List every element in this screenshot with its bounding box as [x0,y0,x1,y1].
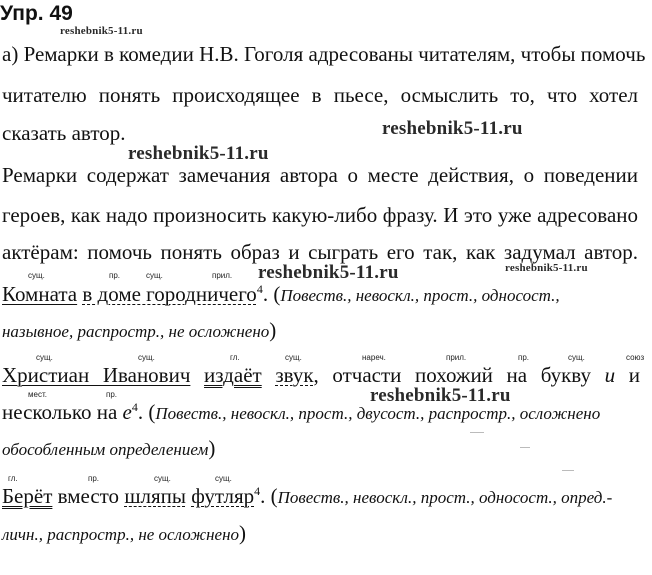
paragraph-a-line: сказать автор. [2,121,126,145]
object-word: шляпы [124,484,186,508]
pos-label: гл. [230,353,240,362]
pos-label: прил. [212,271,233,280]
scan-speck [470,432,484,433]
predicate-word: издаёт [204,363,262,387]
parse-description: Повеств., невоскл., прост., односост., [280,286,560,305]
pos-label: сущ. [215,474,232,483]
sentence-2-cont: обособленным определением) [2,436,216,460]
footnote-mark: 4 [256,282,263,296]
parse-description: Повеств., невоскл., прост., двусост., распростр., осложнено [155,404,601,423]
exercise-title: Упр. 49 [0,2,73,25]
predicate-word: Берёт [2,484,53,508]
watermark: reshebnik5-11.ru [370,385,511,406]
scan-speck [562,470,574,471]
pos-label: сущ. [146,271,163,280]
subject-word: Комната [2,282,78,306]
subject-phrase: Христиан Иванович [2,363,191,387]
pos-label: нареч. [362,353,386,362]
sentence-1: Комната в доме городничего$^4$. (Повеств., невоскл., прост., односост., [2,282,560,306]
paragraph-b-line: Ремарки содержат замечания автора о месте действия, о поведении [2,163,638,187]
pos-label: сущ. [154,474,171,483]
watermark: reshebnik5-11.ru [128,143,269,164]
sentence-2-cont: несколько на $е^4$. (Повеств., невоскл., прост., двусост., распростр., осложнено [2,400,601,424]
pos-label: пр. [518,353,530,362]
sentence-3-cont: личн., распростр., не осложнено) [2,521,247,545]
parse-description: Повеств., невоскл., прост., односост., опред.- [277,488,613,507]
pos-label: пр. [106,390,118,399]
pos-label: сущ. [36,353,53,362]
paragraph-a-line: а) Ремарки в комедии Н.В. Гоголя адресованы читателям, чтобы помочь [2,42,646,66]
footnote-mark: 4 [254,484,261,498]
object-word: футляр [191,484,255,508]
pos-label: сущ. [285,353,302,362]
pos-label: прил. [446,353,467,362]
sentence-1-cont: назывное, распростр., не осложнено) [2,318,277,342]
sentence-3: Берёт вместо шляпы футляр$^4$. (Повеств., невоскл., прост., односост., опред.- [2,484,613,508]
sentence-2: Христиан Иванович издаёт звук, отчасти похожий на букву и и [2,363,641,387]
object-word: звук [275,363,314,387]
pos-label: сущ. [568,353,585,362]
paragraph-a-line: читателю понять происходящее в пьесе, осмыслить то, что хотел [2,83,638,107]
paragraph-b-line: актёрам: помочь понять образ и сыграть его так, как задумал автор. [2,240,638,264]
pos-label: пр. [88,474,100,483]
pos-label: союз [626,353,645,362]
scan-speck [520,447,530,448]
parse-description: личн., распростр., не осложнено [2,525,240,544]
pos-label: сущ. [138,353,155,362]
pos-label: мест. [28,390,47,399]
watermark: reshebnik5-11.ru [382,118,523,139]
parse-description: обособленным определением [2,440,209,459]
watermark: reshebnik5-11.ru [505,262,588,274]
parse-description: назывное, распростр., не осложнено [2,322,270,341]
footnote-mark: 4 [131,400,138,414]
watermark: reshebnik5-11.ru [258,262,399,283]
complement-phrase: в доме городничего [82,282,257,306]
pos-label: пр. [109,271,121,280]
pos-label: сущ. [28,271,45,280]
watermark: reshebnik5-11.ru [60,25,143,37]
paragraph-b-line: героев, как надо произносить какую-либо фразу. И это уже адресовано [2,203,638,227]
pos-label: гл. [8,474,18,483]
